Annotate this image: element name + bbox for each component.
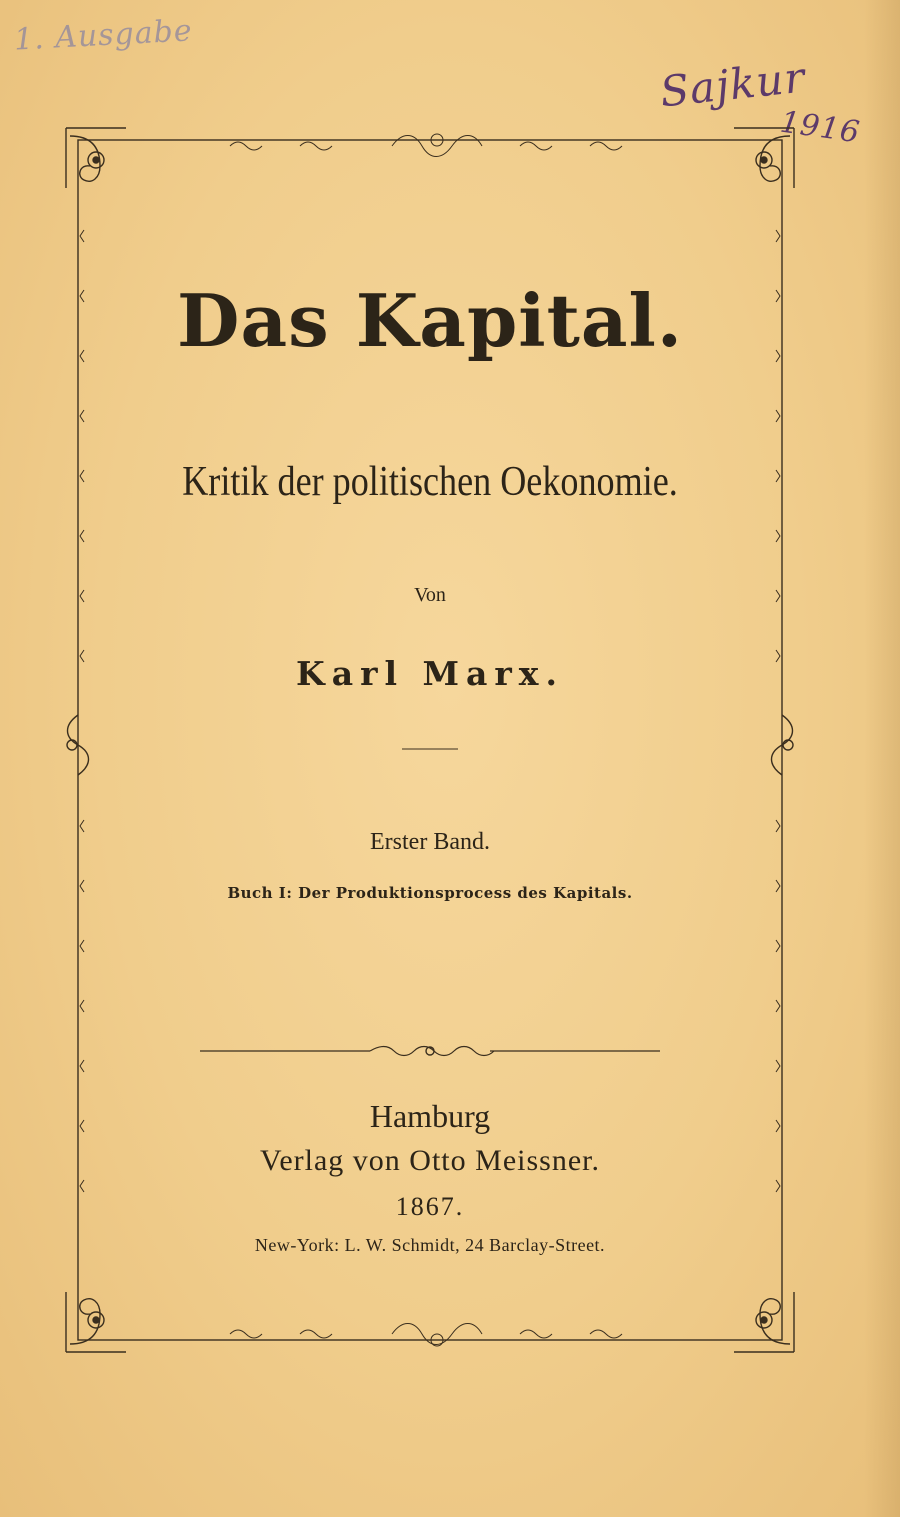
left-border-ornament xyxy=(80,230,84,1192)
ornamental-divider xyxy=(200,1047,660,1056)
imprint-year: 1867. xyxy=(395,1192,465,1221)
bottom-border-ornament xyxy=(230,1324,622,1347)
imprint-publisher: Verlag von Otto Meissner. xyxy=(260,1144,600,1177)
handwritten-signature: Sajkur xyxy=(657,52,808,117)
handwritten-year: 1916 xyxy=(777,104,863,151)
book-part-label: Buch I: Der Produktionsprocess des Kapitals. xyxy=(227,884,633,902)
handwritten-edition-note: 1. Ausgabe xyxy=(13,13,194,58)
book-title: Das Kapital. xyxy=(177,278,683,363)
corner-ornament-top-right xyxy=(734,128,794,188)
by-label: Von xyxy=(414,584,446,606)
imprint-city: Hamburg xyxy=(369,1098,491,1134)
imprint-new-york: New-York: L. W. Schmidt, 24 Barclay-Street. xyxy=(254,1235,606,1255)
corner-ornament-bottom-right xyxy=(734,1292,794,1352)
corner-ornament-top-left xyxy=(66,128,126,188)
right-border-ornament xyxy=(776,230,780,1192)
volume-label: Erster Band. xyxy=(370,829,490,855)
book-subtitle: Kritik der politischen Oekonomie. xyxy=(182,459,678,505)
corner-ornament-bottom-left xyxy=(66,1292,126,1352)
top-border-ornament xyxy=(230,134,622,157)
author-name: Karl Marx. xyxy=(296,654,564,693)
